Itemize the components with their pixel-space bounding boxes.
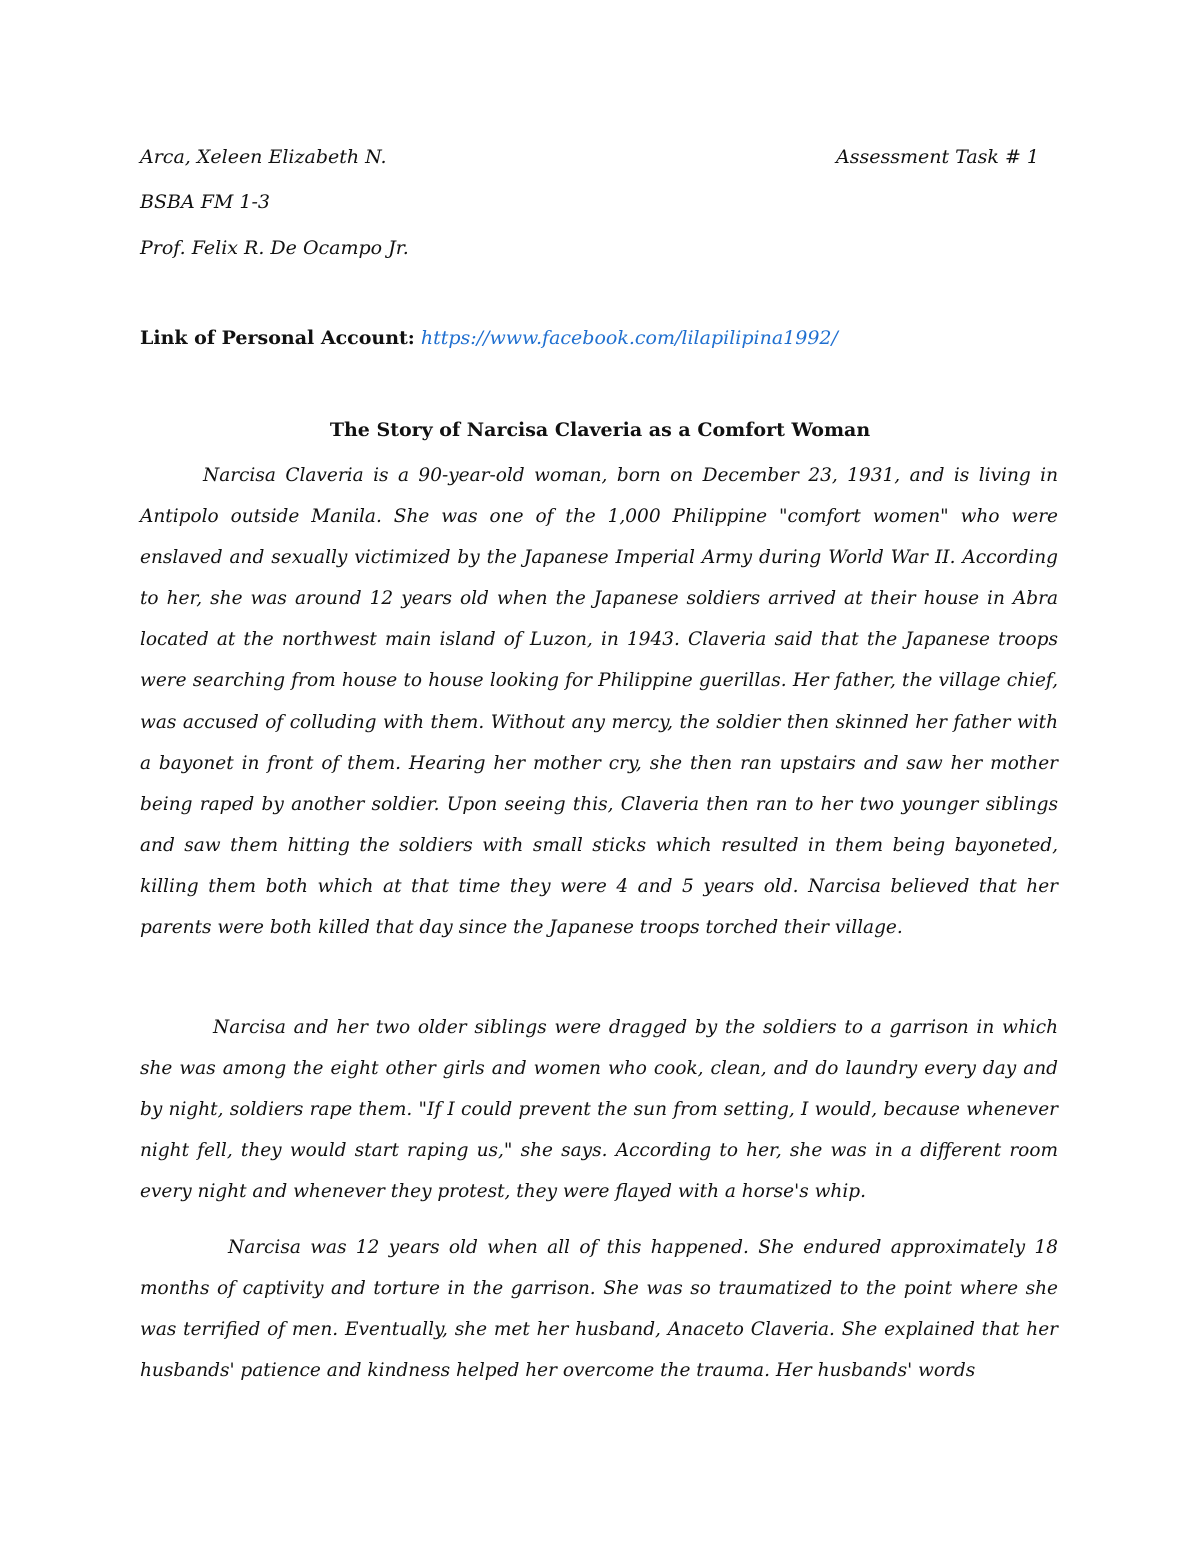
paragraph-2: Narcisa and her two older siblings were dragged by the soldiers to a garrison in which she was among the eight other girls and women who cook, clean, and do laundry every day and by night, soldiers rape them. "If I could prevent the sun from setting, I would, because whenever night fell, they would start raping us," she says. According to her, she was in a different room every night and whenever they protest, they were flayed with a horse's whip. — [140, 1017, 1058, 1203]
professor-name: Prof. Felix R. De Ocampo Jr. — [140, 237, 409, 259]
student-name: Arca, Xeleen Elizabeth N. — [140, 146, 387, 168]
link-label: Link of Personal Account: — [140, 327, 415, 349]
personal-account-link-line — [140, 326, 838, 350]
paragraph-3: Narcisa was 12 years old when all of this happened. She endured approximately 18 months of captivity and torture in the garrison. She was so traumatized to the point where she was terrified of men. Eventually, she met her husband, Anaceto Claveria. She explained that her husbands' patience and kindness helped her overcome the trauma. Her husbands' words — [140, 1237, 1058, 1382]
paragraph-1: Narcisa Claveria is a 90-year-old woman, born on December 23, 1931, and is living in Antipolo outside Manila. She was one of the 1,000 Philippine "comfort women" who were enslaved and sexually victimized by the Japanese Imperial Army during World War II. According to her, she was around 12 years old when the Japanese soldiers arrived at their house in Abra located at the northwest main island of Luzon, in 1943. Claveria said that the Japanese troops were searching from house to house looking for Philippine guerillas. Her father, the village chief, was accused of colluding with them. Without any mercy, the soldier then skinned her father with a bayonet in front of them. Hearing her mother cry, she then ran upstairs and saw her mother being raped by another soldier. Upon seeing this, Claveria then ran to her two younger siblings and saw them hitting the soldiers with small sticks which resulted in them being bayoneted, killing them both which at that time they were 4 and 5 years old. Narcisa believed that her parents were both killed that day since the Japanese troops torched their village. — [140, 465, 1058, 939]
document-title: The Story of Narcisa Claveria as a Comfort Woman — [329, 419, 871, 441]
assessment-label: Assessment Task # 1 — [836, 146, 1040, 168]
course-section: BSBA FM 1-3 — [140, 191, 270, 213]
facebook-link[interactable]: https://www.facebook.com/lilapilipina1992/ — [420, 327, 838, 349]
